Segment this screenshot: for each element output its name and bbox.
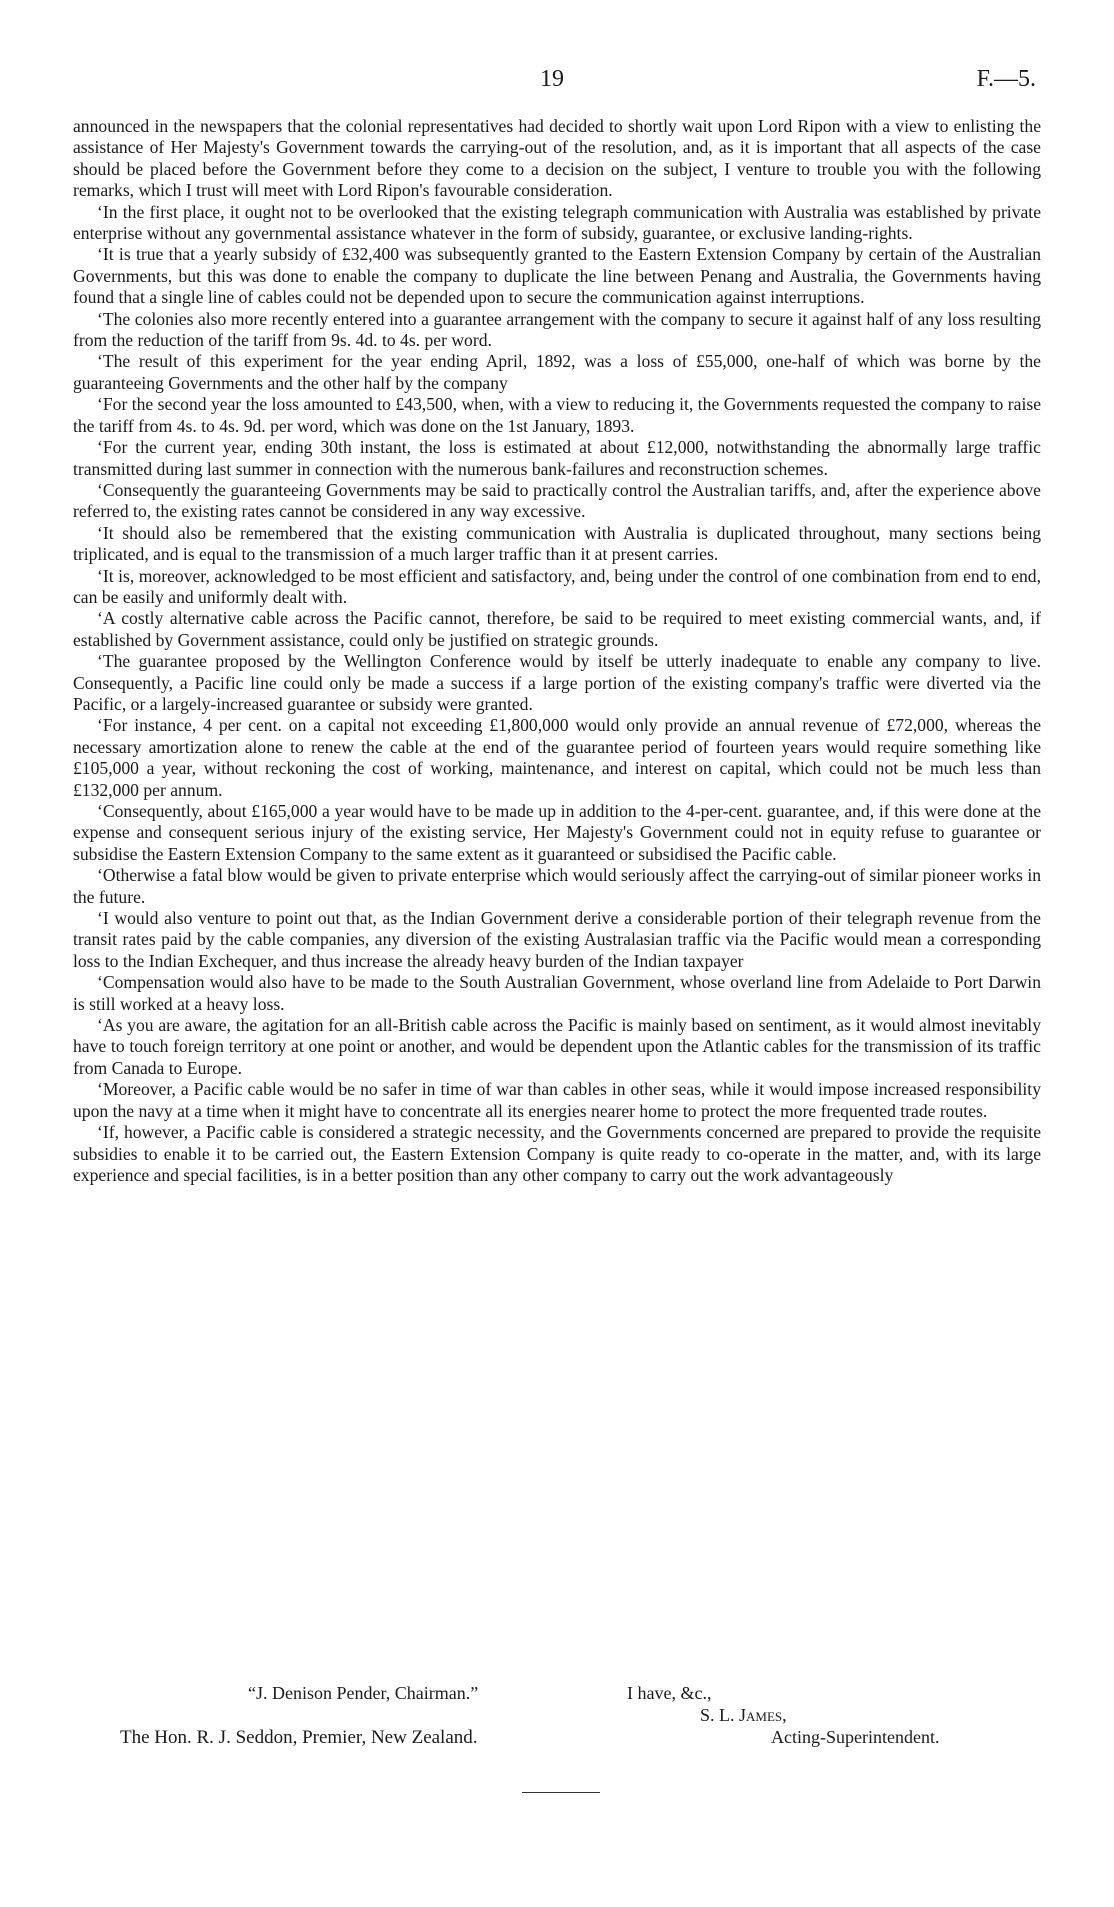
paragraph: ‘Moreover, a Pacific cable would be no safer in time of war than cables in other seas, while it would impose increased responsibility upon the navy at a time when it might have to concentrate all its energies nearer home to protect the more frequented trade routes. (73, 1079, 1041, 1121)
paragraph: ‘It should also be remembered that the existing communication with Australia is duplicated throughout, many sections being triplicated, and is equal to the transmission of a much larger traffic than it at present carries. (73, 522, 1041, 565)
paragraph: announced in the newspapers that the colonial representatives had decided to shortly wait upon Lord Ripon with a view to enlisting the assistance of Her Majesty's Government towards the carrying-out of the resolution, and, as it is important that all aspects of the case should be placed before the Government before they come to a decision on the subject, I venture to trouble you with the following remarks, which I trust will meet with Lord Ripon's favourable consideration. (73, 116, 1041, 201)
addressee: The Hon. R. J. Seddon, Premier, New Zealand. (120, 1727, 478, 1748)
paragraph: ‘Consequently, about £165,000 a year would have to be made up in addition to the 4-per-cent. guarantee, and, if this were done at the expense and consequent serious injury of the existing service, Her Majesty's Government could not in equity refuse to guarantee or subsidise the Eastern Extension Company to the same extent as it guaranteed or subsidised the Pacific cable. (73, 801, 1041, 864)
paragraph: ‘In the first place, it ought not to be overlooked that the existing telegraph communication with Australia was established by private enterprise without any governmental assistance whatever in the form of subsidy, guarantee, or exclusive landing-rights. (73, 201, 1041, 244)
paragraph: ‘It is true that a yearly subsidy of £32,400 was subsequently granted to the Eastern Extension Company by certain of the Australian Governments, but this was done to enable the company to duplicate the line between Penang and Australia, the Governments having found that a single line of cables could not be depended upon to secure the communication against interruptions. (73, 244, 1041, 308)
signer-name: S. L. James, (700, 1705, 787, 1725)
page-number: 19 (540, 66, 564, 92)
closing-line: I have, &c., (627, 1683, 712, 1703)
paragraph: ‘For the current year, ending 30th instant, the loss is estimated at about £12,000, notwithstanding the abnormally large traffic transmitted during last summer in connection with the numerous bank-failures and reconstruction schemes. (73, 437, 1041, 479)
letter-body (73, 116, 1041, 1186)
pender-signature: “J. Denison Pender, Chairman.” (248, 1683, 479, 1703)
paragraph: ‘The colonies also more recently entered into a guarantee arrangement with the company to secure it against half of any loss resulting from the reduction of the tariff from 9s. 4d. to 4s. per word. (73, 308, 1041, 351)
document-reference: F.—5. (976, 66, 1036, 92)
paragraph: ‘For the second year the loss amounted to £43,500, when, with a view to reducing it, the Governments requested the company to raise the tariff from 4s. to 4s. 9d. per word, which was done on the 1st January, 1893. (73, 394, 1041, 436)
paragraph: ‘I would also venture to point out that, as the Indian Government derive a considerable portion of their telegraph revenue from the transit rates paid by the cable companies, any diversion of the existing Australasian traffic via the Pacific would mean a corresponding loss to the Indian Exchequer, and thus increase the already heavy burden of the Indian taxpayer (73, 908, 1041, 971)
paragraph: ‘If, however, a Pacific cable is considered a strategic necessity, and the Governments concerned are prepared to provide the requisite subsidies to enable it to be carried out, the Eastern Extension Company is quite ready to co-operate in the matter, and, with its large experience and special facilities, is in a better position than any other company to carry out the work advantageously (73, 1122, 1041, 1185)
paragraph: ‘Otherwise a fatal blow would be given to private enterprise which would seriously affect the carrying-out of similar pioneer works in the future. (73, 865, 1041, 907)
paragraph: ‘The guarantee proposed by the Wellington Conference would by itself be utterly inadequate to enable any company to live. Consequently, a Pacific line could only be made a success if a large portion of the existing company's traffic were diverted via the Pacific, or a largely-increased guarantee or subsidy were granted. (73, 651, 1041, 714)
signer-title: Acting-Superintendent. (771, 1727, 940, 1747)
paragraph: ‘Consequently the guaranteeing Governments may be said to practically control the Australian tariffs, and, after the experience above referred to, the existing rates cannot be considered in any way excessive. (73, 479, 1041, 522)
paragraph: ‘The result of this experiment for the year ending April, 1892, was a loss of £55,000, one-half of which was borne by the guaranteeing Governments and the other half by the company (73, 351, 1041, 393)
paragraph: ‘Compensation would also have to be made to the South Australian Government, whose overland line from Adelaide to Port Darwin is still worked at a heavy loss. (73, 972, 1041, 1014)
page-header (0, 66, 1114, 96)
paragraph: ‘As you are aware, the agitation for an all-British cable across the Pacific is mainly based on sentiment, as it would almost inevitably have to touch foreign territory at one point or another, and would be dependent upon the Atlantic cables for the transmission of its traffic from Canada to Europe. (73, 1015, 1041, 1078)
paragraph: ‘A costly alternative cable across the Pacific cannot, therefore, be said to be required to meet existing commercial wants, and, if established by Government assistance, could only be justified on strategic grounds. (73, 608, 1041, 650)
divider-rule (522, 1792, 600, 1793)
paragraph: ‘It is, moreover, acknowledged to be most efficient and satisfactory, and, being under the control of one combination from end to end, can be easily and uniformly dealt with. (73, 565, 1041, 607)
paragraph: ‘For instance, 4 per cent. on a capital not exceeding £1,800,000 would only provide an annual revenue of £72,000, whereas the necessary amortization alone to renew the cable at the end of the guarantee period of fourteen years would require something like £105,000 a year, without reckoning the cost of working, maintenance, and interest on capital, which could not be much less than £132,000 per annum. (73, 715, 1041, 800)
